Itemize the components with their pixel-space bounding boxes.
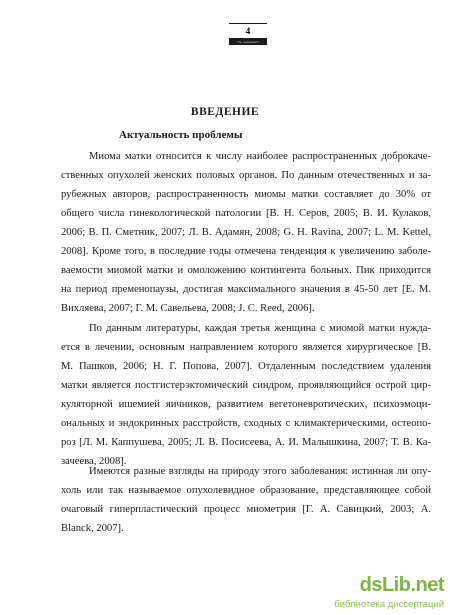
paragraph-line: куляторной ишемией яичников, развитием вегетоневротических, психоэмоци- <box>61 399 431 410</box>
paragraph-line: Blanck, 2007]. <box>61 523 124 534</box>
paragraph-line: зачеева, 2008]. <box>61 456 127 467</box>
paragraph-line: холь или так называемое опухолевидное образование, представляющее собой <box>61 485 431 496</box>
paragraph-line: общего числа гинекологической патологии [В. Н. Серов, 2005; В. И. Кулаков, <box>61 208 431 219</box>
paragraph-line: 2008]. Кроме того, в последние годы отмечена тенденция к увеличению заболе- <box>61 246 431 257</box>
paragraph-1 <box>61 147 431 318</box>
section-subheading: Актуальность проблемы <box>119 129 243 141</box>
dslib-watermark <box>334 572 450 615</box>
paragraph-line: М. Пашков, 2006; Н. Г. Попова, 2007]. Отдаленным последствием удаления <box>61 361 431 372</box>
paragraph-line: Миома матки относится к числу наиболее распространенных доброкаче- <box>89 151 431 162</box>
section-heading: ВВЕДЕНИЕ <box>190 106 260 118</box>
paragraph-line: Вихляева, 2007; Г. М. Савельева, 2008; J. C. Reed, 2006]. <box>61 303 315 314</box>
page-number: 4 <box>229 24 267 38</box>
page-number-tab <box>229 23 267 45</box>
paragraph-line: Имеются разные взгляды на природу этого заболевания: истинная ли опу- <box>89 466 431 477</box>
paragraph-line: 2006; В. П. Сметник, 2007; Л. В. Адамян, 2008; G. H. Ravina, 2007; L. M. Kettel, <box>61 227 431 238</box>
paragraph-line: рубежных авторов, распространенность миомы матки составляет до 30% от <box>61 189 431 200</box>
paragraph-line: ственных опухолей женских половых органов. По данным отечественных и за- <box>61 170 431 181</box>
paragraph-line: очаговый гиперпластический процесс миометрия [Г. А. Савицкий, 2003; А. <box>61 504 431 515</box>
paragraph-3 <box>61 462 431 538</box>
paragraph-line: ональных и эндокринных расстройств, сходных с климактерическими, остеопо- <box>61 418 431 429</box>
paragraph-line: на период пременопаузы, достигая максимального значения в 45-50 лет [Е. М. <box>61 284 431 295</box>
paragraph-line: ваемости миомой матки и омоложению контингента больных. Пик приходится <box>61 265 431 276</box>
paragraph-2 <box>61 319 431 471</box>
watermark-logo: dsLib.net <box>359 574 444 596</box>
paragraph-line: роз [Л. М. Каппушева, 2005; Л. В. Посисеева, А. И. Малышкина, 2007; Т. В. Ка- <box>61 437 431 448</box>
paragraph-line: ется в лечении, основным направлением которого является хирургическое [В. <box>61 342 431 353</box>
paragraph-line: По данным литературы, каждая третья женщина с миомой матки нужда- <box>89 323 431 334</box>
page-tab-caption: стр. документа <box>236 40 260 44</box>
paragraph-line: матки является постгистерэктомический синдром, проявляющийся острой цир- <box>61 380 431 391</box>
watermark-caption: библиотека диссертаций <box>334 599 444 610</box>
